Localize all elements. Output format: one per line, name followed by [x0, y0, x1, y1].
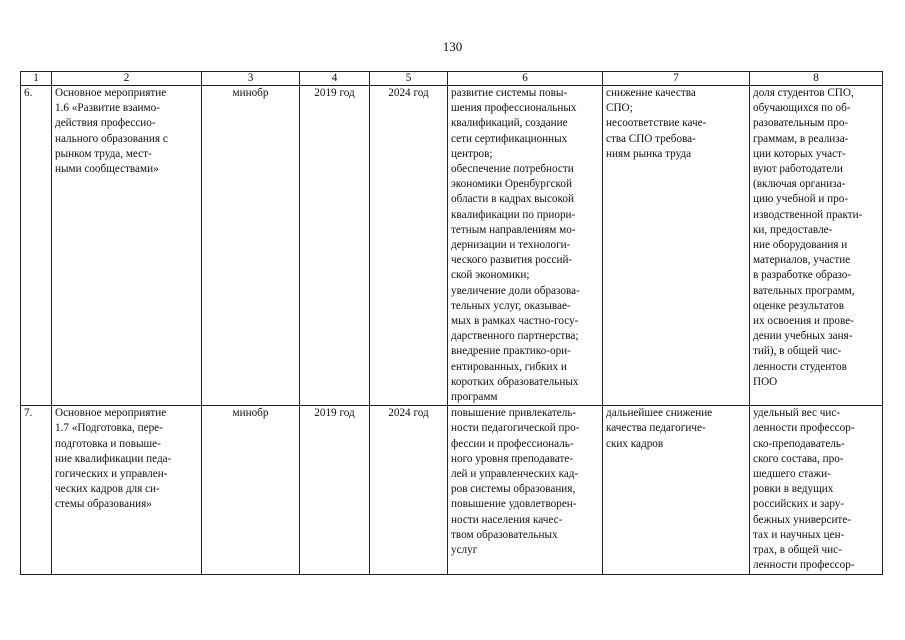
related-indicators: доля студентов СПО, обучающихся по об- разовательным про- граммам, в реализа- ции которых участ- вуют работодатели (включая организа- цию учебной и про- изводственной практи- ки, предоставле- ние оборудования и материалов, участие в разработке образо- вательных программ, оценке результатов их освоения и прове- дении учебных заня- тий), в общей чис- ленности студентов ПОО: [750, 86, 883, 406]
non-implementation-consequences: дальнейшее снижение качества педагогиче- ских кадров: [603, 406, 750, 574]
program-activities-table: [20, 71, 883, 575]
table-row: [21, 86, 883, 406]
column-number-header: 6: [448, 72, 603, 86]
table-row: [21, 406, 883, 574]
column-number-header: 4: [300, 72, 370, 86]
row-number: 6.: [21, 86, 52, 406]
page-number: 130: [442, 39, 463, 54]
end-year: 2024 год: [370, 86, 448, 406]
row-number: 7.: [21, 406, 52, 574]
executor: минобр: [202, 86, 300, 406]
expected-results: развитие системы повы- шения профессиональных квалификаций, создание сети сертификационных центров; обеспечение потребности экономики Оренбургской области в кадрах высокой квалификации по приори- тетным направлениям мо- дернизации и технологи- ческого развития россий- ской экономики; увеличение доли образова- тельных услуг, оказывае- мых в рамках частно-госу- дарственного партнерства; внедрение практико-ори- ентированных, гибких и коротких образовательных программ: [448, 86, 603, 406]
activity-name: Основное мероприятие 1.7 «Подготовка, пере- подготовка и повыше- ние квалификации педа- гогических и управлен- ческих кадров для си- стемы образования»: [52, 406, 202, 574]
related-indicators: удельный вес чис- ленности профессор- ско-преподаватель- ского состава, про- шедшего стажи- ровки в ведущих российских и зару- бежных университе- тах и научных цен- трах, в общей чис- ленности профессор-: [750, 406, 883, 574]
column-number-header: 8: [750, 72, 883, 86]
column-number-header: 5: [370, 72, 448, 86]
expected-results: повышение привлекатель- ности педагогической про- фессии и профессиональ- ного уровня преподавате- лей и управленческих кад- ров системы образования, повышение удовлетворен- ности населения качес- твом образовательных услуг: [448, 406, 603, 574]
column-number-header: 2: [52, 72, 202, 86]
column-number-header: 1: [21, 72, 52, 86]
start-year: 2019 год: [300, 86, 370, 406]
executor: минобр: [202, 406, 300, 574]
start-year: 2019 год: [300, 406, 370, 574]
activity-name: Основное мероприятие 1.6 «Развитие взаимо- действия профессио- нального образования с рынком труда, мест- ными сообществами»: [52, 86, 202, 406]
table-header-row: [21, 72, 883, 86]
column-number-header: 3: [202, 72, 300, 86]
column-number-header: 7: [603, 72, 750, 86]
end-year: 2024 год: [370, 406, 448, 574]
non-implementation-consequences: снижение качества СПО; несоответствие каче- ства СПО требова- ниям рынка труда: [603, 86, 750, 406]
